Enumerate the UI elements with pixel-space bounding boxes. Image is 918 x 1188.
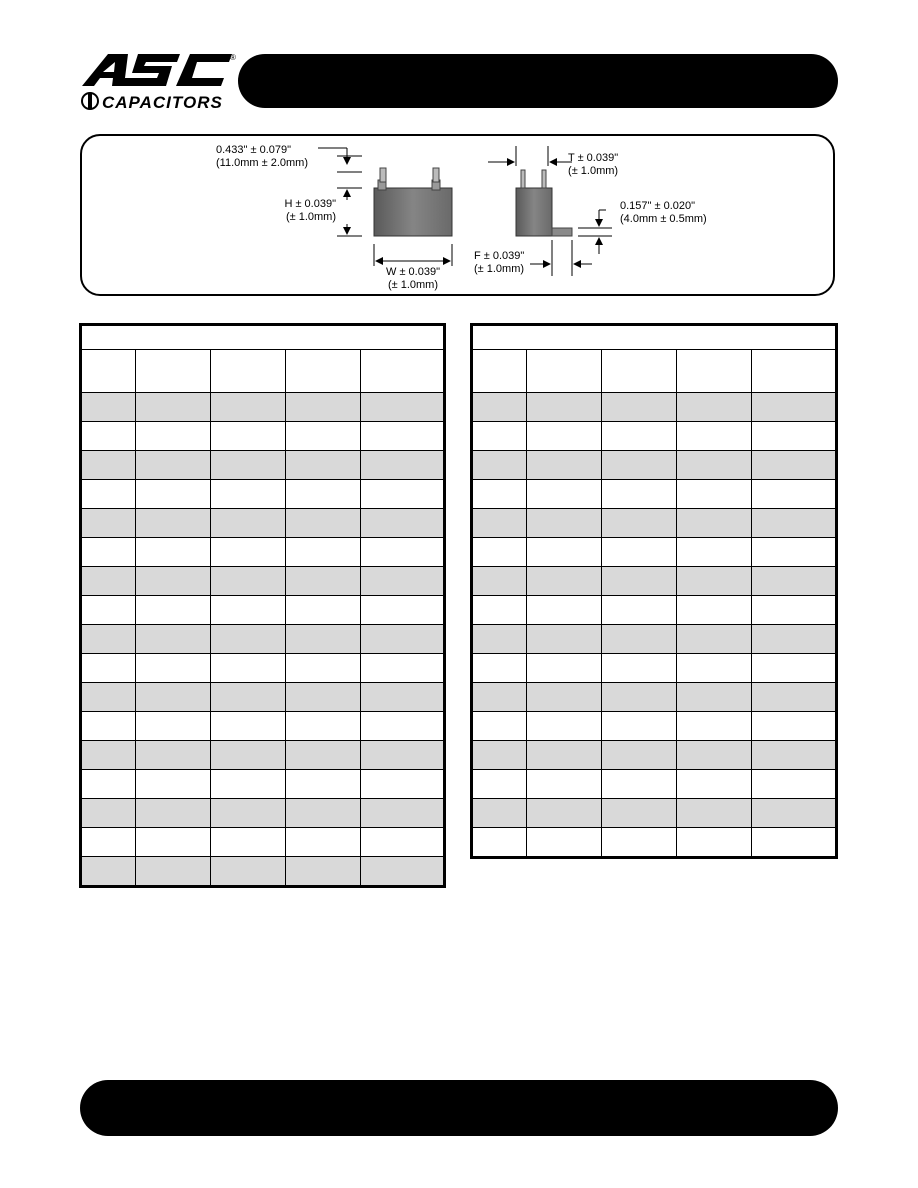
lead-length-label: [216, 144, 308, 170]
left-table-cell: [82, 393, 136, 422]
right-table-cell: [602, 770, 677, 799]
right-table-cell: [527, 625, 602, 654]
right-table-cell: [602, 596, 677, 625]
right-table-row: [473, 596, 836, 625]
left-table-cell: [82, 828, 136, 857]
right-table-row: [473, 451, 836, 480]
left-table-cell: [211, 654, 286, 683]
right-table-cell: [473, 741, 527, 770]
left-table-cell: [286, 712, 361, 741]
right-table-cell: [602, 683, 677, 712]
left-table-cell: [361, 683, 444, 712]
right-table-cell: [473, 683, 527, 712]
right-header-cell: [527, 350, 602, 393]
right-table-cell: [473, 567, 527, 596]
left-header-cell: [82, 350, 136, 393]
right-table-body: [473, 393, 836, 857]
left-table-cell: [361, 770, 444, 799]
right-table-cell: [602, 422, 677, 451]
right-table-cell: [527, 712, 602, 741]
right-table-cell: [527, 770, 602, 799]
right-table-cell: [473, 770, 527, 799]
left-table-cell: [136, 741, 211, 770]
left-table-cell: [211, 799, 286, 828]
left-table-cell: [361, 567, 444, 596]
right-table-cell: [473, 451, 527, 480]
left-table-cell: [136, 538, 211, 567]
right-table-cell: [752, 654, 836, 683]
left-table-cell: [211, 625, 286, 654]
left-table-cell: [286, 799, 361, 828]
right-table-row: [473, 799, 836, 828]
right-table-cell: [473, 828, 527, 857]
right-header-cell: [752, 350, 836, 393]
right-table-row: [473, 683, 836, 712]
right-table-row: [473, 741, 836, 770]
left-header-cell: [211, 350, 286, 393]
left-table-cell: [361, 538, 444, 567]
right-table-cell: [752, 828, 836, 857]
left-table-cell: [286, 654, 361, 683]
left-table-cell: [82, 712, 136, 741]
right-table-row: [473, 567, 836, 596]
height-inch: H ± 0.039": [284, 198, 336, 210]
left-table-cell: [82, 654, 136, 683]
left-table-cell: [82, 770, 136, 799]
left-table-cell: [82, 480, 136, 509]
left-header-cell: [286, 350, 361, 393]
right-table-cell: [473, 509, 527, 538]
right-table-cell: [752, 422, 836, 451]
left-table-row: [82, 393, 444, 422]
left-table-row: [82, 596, 444, 625]
right-table-cell: [527, 509, 602, 538]
right-table-cell: [752, 770, 836, 799]
right-table-row: [473, 828, 836, 857]
left-table-cell: [136, 567, 211, 596]
left-table-cell: [211, 857, 286, 886]
left-table-cell: [286, 480, 361, 509]
left-table-cell: [82, 799, 136, 828]
right-table-cell: [752, 480, 836, 509]
left-header-cell: [136, 350, 211, 393]
diagram-drawing: [82, 136, 837, 298]
right-table-cell: [752, 509, 836, 538]
left-table-cell: [82, 596, 136, 625]
left-table-row: [82, 654, 444, 683]
standoff-label: [620, 200, 707, 226]
left-table-row: [82, 538, 444, 567]
left-table-cell: [82, 509, 136, 538]
right-table-cell: [602, 393, 677, 422]
right-table-cell: [527, 480, 602, 509]
right-table-cell: [602, 712, 677, 741]
right-table-cell: [602, 741, 677, 770]
right-table-cell: [473, 422, 527, 451]
right-table-cell: [677, 480, 752, 509]
left-table-cell: [361, 741, 444, 770]
right-header-cell: [677, 350, 752, 393]
right-table-cell: [527, 422, 602, 451]
left-table-cell: [361, 393, 444, 422]
right-table-cell: [752, 393, 836, 422]
left-table-cell: [286, 596, 361, 625]
left-table-cell: [211, 567, 286, 596]
left-table-cell: [136, 712, 211, 741]
left-table-cell: [361, 857, 444, 886]
right-table-cell: [473, 625, 527, 654]
right-table-cell: [677, 828, 752, 857]
left-table-cell: [361, 712, 444, 741]
left-table-cell: [211, 422, 286, 451]
left-table-cell: [136, 480, 211, 509]
height-label: [268, 198, 336, 224]
left-table-cell: [136, 625, 211, 654]
left-header-cell: [361, 350, 444, 393]
left-table-row: [82, 741, 444, 770]
left-table-cell: [286, 538, 361, 567]
right-table-cell: [752, 596, 836, 625]
right-table-cell: [752, 625, 836, 654]
left-table-cell: [136, 799, 211, 828]
left-table-cell: [136, 654, 211, 683]
left-table-cell: [211, 480, 286, 509]
left-table-cell: [82, 683, 136, 712]
left-table-cell: [361, 509, 444, 538]
left-table-cell: [286, 828, 361, 857]
dimension-diagram: [80, 134, 835, 296]
left-table-cell: [361, 654, 444, 683]
right-table-row: [473, 712, 836, 741]
capacitor-front-body: [374, 188, 452, 236]
right-table-title-cell: [473, 326, 836, 350]
right-table-cell: [473, 596, 527, 625]
footer-bar: [80, 1080, 838, 1136]
left-table-cell: [82, 422, 136, 451]
left-table-cell: [136, 596, 211, 625]
left-table-cell: [361, 451, 444, 480]
left-table-cell: [136, 451, 211, 480]
left-table-cell: [286, 393, 361, 422]
left-table-row: [82, 509, 444, 538]
left-table-cell: [82, 451, 136, 480]
left-table-cell: [286, 770, 361, 799]
left-table-cell: [211, 828, 286, 857]
left-table-cell: [136, 683, 211, 712]
right-table-cell: [752, 567, 836, 596]
right-table-cell: [527, 654, 602, 683]
left-table-cell: [286, 422, 361, 451]
right-table-cell: [677, 509, 752, 538]
flange-label: [474, 250, 524, 276]
left-table-cell: [211, 683, 286, 712]
logo-subtitle: CAPACITORS: [102, 93, 223, 112]
left-table-cell: [211, 393, 286, 422]
right-table-cell: [527, 596, 602, 625]
left-table-cell: [286, 451, 361, 480]
right-table-row: [473, 480, 836, 509]
lead-length-mm: (11.0mm ± 2.0mm): [216, 157, 309, 169]
right-table-cell: [602, 625, 677, 654]
right-table-row: [473, 422, 836, 451]
right-table-cell: [527, 799, 602, 828]
left-table-cell: [82, 567, 136, 596]
right-table-cell: [677, 393, 752, 422]
left-spec-table: [79, 323, 446, 888]
left-table-cell: [211, 451, 286, 480]
header-bar: [238, 54, 838, 108]
left-table-title-cell: [82, 326, 444, 350]
right-header-cell: [602, 350, 677, 393]
right-table-cell: [473, 799, 527, 828]
right-table-cell: [677, 741, 752, 770]
right-table-cell: [602, 451, 677, 480]
right-table-cell: [527, 683, 602, 712]
right-table-cell: [752, 712, 836, 741]
left-table-cell: [136, 770, 211, 799]
right-table-cell: [602, 567, 677, 596]
height-mm: (± 1.0mm): [285, 211, 336, 223]
left-table-row: [82, 480, 444, 509]
standoff-inch: 0.157" ± 0.020": [620, 200, 696, 212]
left-table-row: [82, 712, 444, 741]
right-table-cell: [527, 741, 602, 770]
left-table-cell: [286, 625, 361, 654]
left-table-cell: [361, 828, 444, 857]
registered-mark: ®: [230, 53, 236, 62]
right-table-cell: [677, 538, 752, 567]
left-table-cell: [361, 596, 444, 625]
left-table-cell: [82, 538, 136, 567]
left-table-cell: [136, 857, 211, 886]
left-table-cell: [361, 625, 444, 654]
right-table-row: [473, 770, 836, 799]
left-table-cell: [136, 509, 211, 538]
width-label: [378, 266, 448, 292]
left-table-row: [82, 828, 444, 857]
right-table-cell: [752, 538, 836, 567]
left-table-cell: [82, 625, 136, 654]
right-table-cell: [473, 393, 527, 422]
right-table-row: [473, 393, 836, 422]
left-table-cell: [82, 857, 136, 886]
right-table-cell: [602, 654, 677, 683]
right-table-cell: [602, 828, 677, 857]
left-table-cell: [211, 712, 286, 741]
right-spec-table: [470, 323, 838, 859]
standoff-mm: (4.0mm ± 0.5mm): [620, 213, 707, 225]
left-table-cell: [286, 857, 361, 886]
right-table-cell: [602, 509, 677, 538]
right-table-cell: [677, 683, 752, 712]
right-table-row: [473, 509, 836, 538]
right-table-cell: [473, 480, 527, 509]
right-table-cell: [677, 625, 752, 654]
right-table-cell: [527, 393, 602, 422]
right-table-cell: [677, 451, 752, 480]
flange-inch: F ± 0.039": [474, 250, 525, 262]
right-table-cell: [677, 596, 752, 625]
left-table-cell: [286, 683, 361, 712]
width-mm: (± 1.0mm): [387, 279, 439, 291]
lead-length-inch: 0.433" ± 0.079": [216, 144, 292, 156]
left-table-cell: [361, 799, 444, 828]
left-table-row: [82, 625, 444, 654]
thickness-mm: (± 1.0mm): [568, 165, 619, 177]
right-table-cell: [527, 451, 602, 480]
left-table-cell: [136, 422, 211, 451]
thickness-inch: T ± 0.039": [568, 152, 619, 164]
right-table-cell: [677, 712, 752, 741]
right-header-cell: [473, 350, 527, 393]
left-table-cell: [211, 741, 286, 770]
left-table-cell: [286, 509, 361, 538]
left-table-cell: [211, 509, 286, 538]
left-table-cell: [211, 596, 286, 625]
right-table-cell: [752, 683, 836, 712]
right-table-cell: [527, 538, 602, 567]
left-table-cell: [286, 567, 361, 596]
right-table-cell: [752, 451, 836, 480]
left-table-cell: [136, 393, 211, 422]
right-table-cell: [473, 712, 527, 741]
left-table-row: [82, 770, 444, 799]
left-table-row: [82, 799, 444, 828]
left-table-row: [82, 857, 444, 886]
right-table-cell: [677, 567, 752, 596]
right-table-cell: [677, 770, 752, 799]
width-inch: W ± 0.039": [386, 266, 440, 278]
right-table-cell: [527, 567, 602, 596]
left-table-cell: [82, 741, 136, 770]
right-table-cell: [473, 654, 527, 683]
thickness-label: [568, 152, 618, 178]
right-table-cell: [602, 538, 677, 567]
left-table-cell: [286, 741, 361, 770]
left-table-row: [82, 451, 444, 480]
right-table-cell: [752, 741, 836, 770]
right-table-cell: [677, 799, 752, 828]
left-table-row: [82, 567, 444, 596]
left-table-cell: [211, 538, 286, 567]
right-table-cell: [752, 799, 836, 828]
left-table-cell: [136, 828, 211, 857]
right-table-row: [473, 654, 836, 683]
left-table-row: [82, 683, 444, 712]
left-table-cell: [211, 770, 286, 799]
right-table-cell: [677, 422, 752, 451]
left-table-cell: [361, 480, 444, 509]
right-table-cell: [677, 654, 752, 683]
right-table-cell: [527, 828, 602, 857]
right-table-row: [473, 625, 836, 654]
capacitor-side-body: [516, 188, 552, 236]
right-table-row: [473, 538, 836, 567]
asc-capacitors-logo: [80, 52, 238, 114]
right-table-cell: [602, 480, 677, 509]
left-table-body: [82, 393, 444, 886]
right-table-cell: [602, 799, 677, 828]
left-table-cell: [361, 422, 444, 451]
left-table-row: [82, 422, 444, 451]
flange-mm: (± 1.0mm): [474, 263, 525, 275]
right-table-cell: [473, 538, 527, 567]
